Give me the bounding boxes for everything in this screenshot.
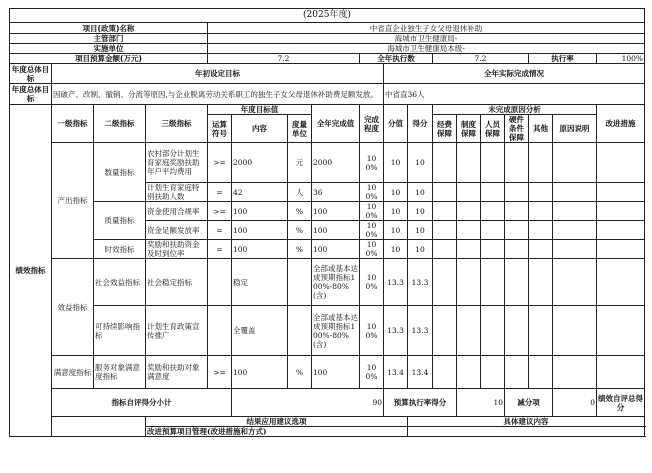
operator: >= [208,202,232,221]
goal-row-label: 年度总体目标 [10,64,52,84]
target-content: 100 [232,202,288,221]
table-row [10,143,645,183]
annual-exec-label: 全年执行数 [360,54,433,64]
col-improve: 改进措施 [597,105,645,143]
perf-indicator-label: 绩效指标 [10,105,52,437]
indicator-name: 计划生育家庭特别扶助人数 [146,183,208,202]
score-value: 10 [384,240,408,259]
satisfaction-indicator-label: 满意度指标 [52,356,94,389]
target-content: 全覆盖 [232,306,288,356]
completed-value: 100 [312,240,360,259]
indicator-name: 社会稳定指标 [146,259,208,306]
col-operator: 运算符号 [208,115,232,143]
target-content: 100 [232,221,288,240]
completed-value: 100 [312,356,360,389]
completion-degree: 100% [360,259,384,306]
measure-unit: % [288,240,312,259]
col-target-group: 年度目标值 [208,105,312,115]
indicator-name: 资金使用合规率 [146,202,208,221]
score: 10 [408,240,433,259]
self-score-value: 90 [232,389,384,417]
completed-value: 100 [312,221,360,240]
quantity-indicator-label: 数量指标 [94,143,146,202]
deduct-value: 0 [553,389,597,417]
improve-budget-detail [408,427,645,437]
score: 13.3 [408,306,433,356]
col-reason-system: 制度保障 [457,115,481,143]
col-degree: 完成程度 [360,105,384,143]
completion-degree: 100% [360,143,384,183]
col-level2: 二级指标 [94,105,146,143]
goal-initial-text: 因破产、改制、撤销、分流等原因,与企业脱离劳动关系职工的独生子女父母退休补助费足额发放。 [52,84,384,105]
score: 10 [408,221,433,240]
operator: >= [208,143,232,183]
completed-value: 全部或基本达成预期指标100%-80%(含) [312,306,360,356]
completion-degree: 100% [360,221,384,240]
col-score: 得分 [408,105,433,143]
dept-value: 海城市卫生健康局- [208,34,645,44]
sustain-impact-label: 可持续影响指标 [94,306,146,356]
score-value: 10 [384,221,408,240]
score-value: 10 [384,183,408,202]
col-level1: 一级指标 [52,105,94,143]
col-reason-funding: 经费保障 [433,115,457,143]
score-value: 10 [384,143,408,183]
target-content: 100 [232,356,288,389]
measure-unit: % [288,356,312,389]
target-content: 100 [232,240,288,259]
goal-actual-label: 全年实际完成情况 [384,64,645,84]
improve-budget-label: 改进预算项目管理(改进措施和方式) [146,427,408,437]
completion-degree: 100% [360,306,384,356]
time-indicator-label: 时效指标 [94,240,146,259]
col-reason-note: 原因说明 [553,115,597,143]
operator: >= [208,356,232,389]
social-benefit-label: 社会效益指标 [94,259,146,306]
performance-self-evaluation-form [9,8,644,437]
completion-degree: 100% [360,183,384,202]
summary-row [10,389,645,417]
score: 10 [408,143,433,183]
budget-label: 项目预算金额(万元) [10,54,208,64]
project-name-label: 项目(政策)名称 [10,23,208,34]
table-row [10,306,645,356]
goal-initial-label: 年初设定目标 [52,64,384,84]
table-row [10,356,645,389]
completion-degree: 100% [360,240,384,259]
score: 10 [408,202,433,221]
measure-unit [288,259,312,306]
measure-unit [288,306,312,356]
benefit-indicator-label: 效益指标 [52,259,94,356]
exec-rate-label: 执行率 [529,54,597,64]
service-satisfaction-label: 服务对象满意度指标 [94,356,146,389]
col-reason-group: 未完成原因分析 [433,105,597,115]
unit-label: 实施单位 [10,44,208,54]
measure-unit: % [288,202,312,221]
goal-row-label-2: 年度总体目标 [10,84,52,105]
budget-score-label: 预算执行率得分 [384,389,457,417]
score: 13.4 [408,356,433,389]
col-completed: 全年完成值 [312,105,360,143]
col-reason-hardware: 硬件条件保障 [505,115,529,143]
report-year: (2025年度) [10,9,645,23]
completion-degree: 100% [360,356,384,389]
indicator-name: 资金足额发放率 [146,221,208,240]
output-indicator-label: 产出指标 [52,143,94,259]
detail-suggestion-label: 具体建议内容 [408,417,645,427]
self-score-label: 指标自评得分小计 [52,389,232,417]
evaluation-table [9,8,645,437]
score-value: 13.3 [384,306,408,356]
annual-exec-value: 7.2 [433,54,529,64]
operator [208,306,232,356]
completed-value: 全部或基本达成预期指标100%-80%(含) [312,259,360,306]
goal-actual-text: 中省直36人 [384,84,645,105]
target-content: 稳定 [232,259,288,306]
indicator-name: 奖励和扶助对象满意度 [146,356,208,389]
total-score-label: 绩效自评总得分 [597,389,645,417]
result-option-label: 结果应用建议选项 [146,417,408,427]
budget-score-value: 10 [457,389,505,417]
col-reason-staff: 人员保障 [481,115,505,143]
deduct-label: 减分项 [505,389,553,417]
score: 13.3 [408,259,433,306]
target-content: 2000 [232,143,288,183]
score-value: 13.4 [384,356,408,389]
completed-value: 100 [312,202,360,221]
quality-indicator-label: 质量指标 [94,202,146,240]
score: 10 [408,183,433,202]
budget-value: 7.2 [208,54,360,64]
score-value: 13.3 [384,259,408,306]
col-level3: 三级指标 [146,105,208,143]
operator: = [208,240,232,259]
project-name: 中省直企业独生子女父母退休补助 [208,23,645,34]
operator: = [208,221,232,240]
table-row [10,259,645,306]
operator [208,259,232,306]
indicator-name: 农村部分计划生育家庭奖励扶助年户平均费用 [146,143,208,183]
indicator-name: 计划生育政策宣传推广 [146,306,208,356]
target-content: 42 [232,183,288,202]
measure-unit: 人 [288,183,312,202]
col-unit: 度量单位 [288,115,312,143]
measure-unit: % [288,221,312,240]
dept-label: 主管部门 [10,34,208,44]
table-row [10,240,645,259]
table-row [10,202,645,221]
measure-unit: 元 [288,143,312,183]
exec-rate-value: 100% [597,54,645,64]
unit-value: 海城市卫生健康局本级- [208,44,645,54]
col-score-value: 分值 [384,105,408,143]
completed-value: 36 [312,183,360,202]
score-value: 10 [384,202,408,221]
operator: = [208,183,232,202]
completed-value: 2000 [312,143,360,183]
completion-degree: 100% [360,202,384,221]
col-reason-other: 其他 [529,115,553,143]
col-content: 内容 [232,115,288,143]
indicator-name: 奖励和扶助资金及时到位率 [146,240,208,259]
suggest-blank [52,417,146,437]
